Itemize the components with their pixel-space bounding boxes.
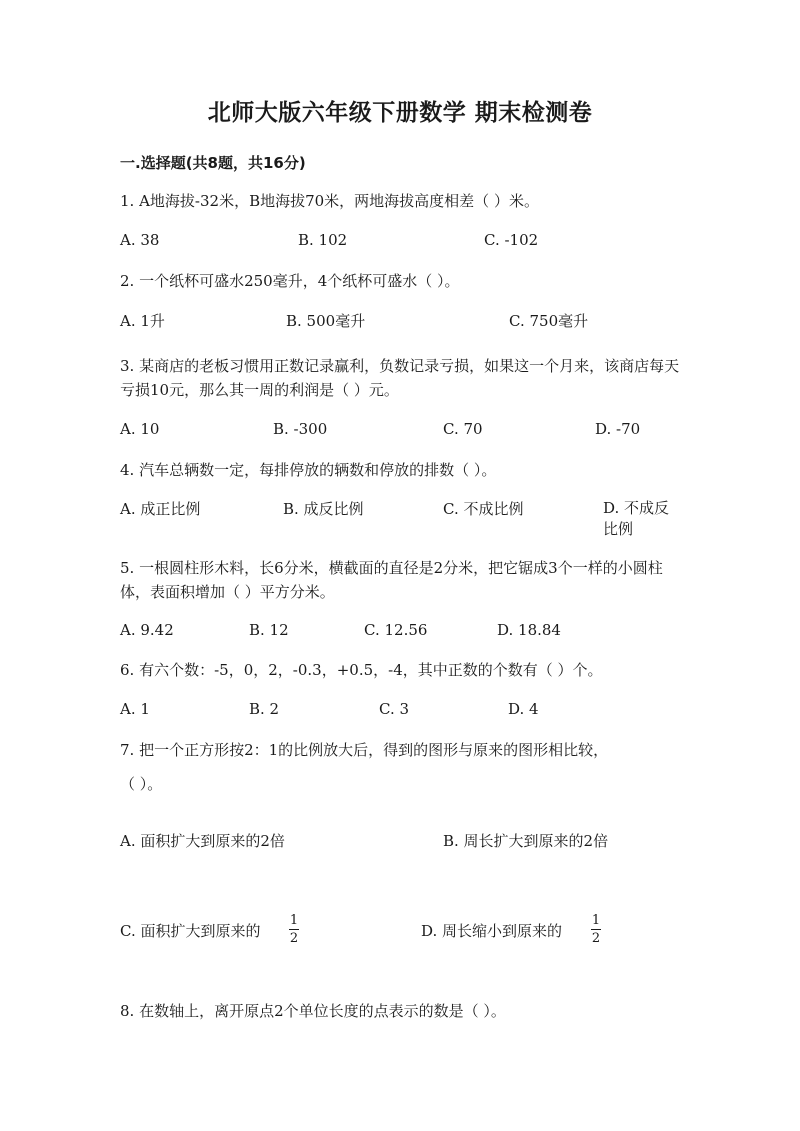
fraction-denominator: 2 [591,931,601,946]
question-1-option-c: C. -102 [484,231,539,249]
question-7-option-b: B. 周长扩大到原来的2倍 [443,832,609,850]
question-4-option-d: D. 不成反比例 [603,499,670,538]
fraction-bar [591,929,601,930]
question-3-option-c: C. 70 [443,420,483,438]
question-7-option-a: A. 面积扩大到原来的2倍 [120,832,285,850]
question-7-option-c-fraction [289,914,299,945]
question-2-option-a: A. 1升 [120,312,165,330]
question-1-option-b: B. 102 [298,231,348,249]
question-5-option-a: A. 9.42 [120,621,174,639]
question-4-option-a: A. 成正比例 [120,500,201,518]
question-1-stem: 1. A地海拔-32米，B地海拔70米，两地海拔高度相差（ ）米。 [120,192,539,210]
question-5-option-c: C. 12.56 [364,621,428,639]
fraction-numerator: 1 [591,913,601,928]
page-title: 北师大版六年级下册数学 期末检测卷 [207,100,593,126]
question-7-stem-line2: （ ）。 [120,775,163,793]
question-4-stem: 4. 汽车总辆数一定，每排停放的辆数和停放的排数（ ）。 [120,461,497,479]
question-2-option-b: B. 500毫升 [286,312,366,330]
question-8-stem: 8. 在数轴上，离开原点2个单位长度的点表示的数是（ ）。 [120,1002,506,1020]
question-6-option-d: D. 4 [508,700,539,718]
question-5-option-b: B. 12 [249,621,289,639]
question-3-option-d: D. -70 [595,420,641,438]
question-4-option-c: C. 不成比例 [443,500,524,518]
question-3-option-a: A. 10 [120,420,160,438]
question-6-stem: 6. 有六个数：-5，0，2，-0.3，+0.5，-4，其中正数的个数有（ ）个。 [120,661,603,679]
question-3-option-b: B. -300 [273,420,328,438]
fraction-denominator: 2 [289,931,299,946]
question-5-option-d: D. 18.84 [497,621,561,639]
question-6-option-b: B. 2 [249,700,280,718]
question-3-stem: 3. 某商店的老板习惯用正数记录赢利，负数记录亏损，如果这一个月来，该商店每天亏损10元，那么其一周的利润是（ ）元。 [120,357,680,399]
question-6-option-c: C. 3 [379,700,410,718]
question-7-option-c: C. 面积扩大到原来的 [120,922,261,940]
question-7-option-d-fraction [591,914,601,945]
fraction-bar [289,929,299,930]
section-heading: 一.选择题(共8题，共16分) [120,154,306,172]
question-1-option-a: A. 38 [120,231,160,249]
question-4-option-b: B. 成反比例 [283,500,364,518]
question-2-option-c: C. 750毫升 [509,312,589,330]
question-2-stem: 2. 一个纸杯可盛水250毫升，4个纸杯可盛水（ ）。 [120,272,460,290]
fraction-numerator: 1 [289,913,299,928]
question-5-stem: 5. 一根圆柱形木料，长6分米，横截面的直径是2分米，把它锯成3个一样的小圆柱体，表面积增加（ ）平方分米。 [120,559,663,601]
question-7-option-d: D. 周长缩小到原来的 [421,922,563,940]
question-6-option-a: A. 1 [120,700,150,718]
question-7-stem-line1: 7. 把一个正方形按2：1的比例放大后，得到的图形与原来的图形相比较， [120,741,609,759]
